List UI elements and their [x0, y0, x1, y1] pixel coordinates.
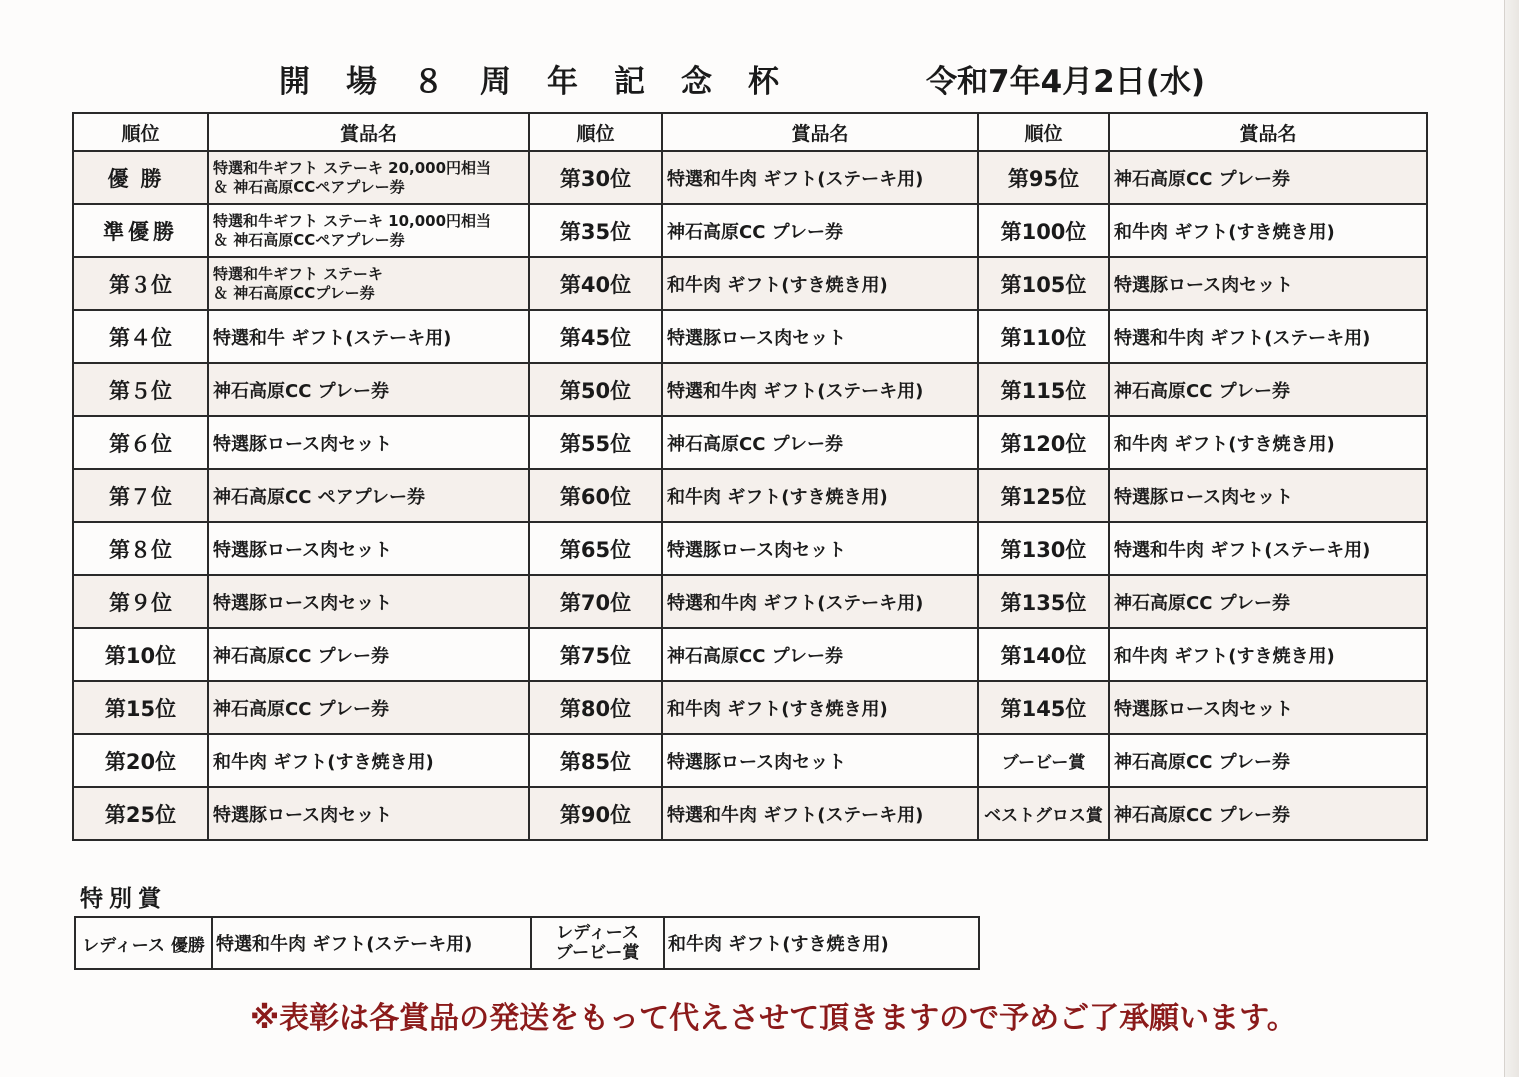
rank-cell: 第10位	[73, 628, 208, 681]
header-rank-1: 順位	[73, 113, 208, 151]
prize-cell: 神石高原CC プレー券	[1109, 363, 1427, 416]
prize-cell: 特選豚ロース肉セット	[208, 416, 529, 469]
prize-cell: 特選和牛肉 ギフト(ステーキ用)	[662, 363, 978, 416]
table-row	[73, 151, 1427, 204]
header-prize-3: 賞品名	[1109, 113, 1427, 151]
prize-cell: 特選豚ロース肉セット	[662, 310, 978, 363]
rank-cell: 第135位	[978, 575, 1109, 628]
paper-edge	[1504, 0, 1519, 1077]
prize-cell: 和牛肉 ギフト(すき焼き用)	[662, 469, 978, 522]
prize-cell: 特選和牛肉 ギフト(ステーキ用)	[662, 575, 978, 628]
rank-cell: 第45位	[529, 310, 662, 363]
rank-cell: 第80位	[529, 681, 662, 734]
prize-line: 特選和牛ギフト ステーキ 20,000円相当	[213, 158, 492, 177]
prize-cell	[208, 151, 529, 204]
prize-cell: 和牛肉 ギフト(すき焼き用)	[1109, 416, 1427, 469]
prize-cell: 神石高原CC プレー券	[662, 628, 978, 681]
prize-cell: 特選和牛肉 ギフト(ステーキ用)	[1109, 522, 1427, 575]
ladies-booby-label-line: ブービー賞	[555, 943, 640, 963]
rank-cell: 第４位	[73, 310, 208, 363]
rank-cell: 第40位	[529, 257, 662, 310]
rank-cell: 第115位	[978, 363, 1109, 416]
rank-cell: 第70位	[529, 575, 662, 628]
rank-cell: 第105位	[978, 257, 1109, 310]
rank-cell: 第50位	[529, 363, 662, 416]
prize-cell: 和牛肉 ギフト(すき焼き用)	[1109, 204, 1427, 257]
ladies-winner-prize: 特選和牛肉 ギフト(ステーキ用)	[212, 917, 531, 969]
prize-line: ＆ 神石高原CCペアプレー券	[213, 177, 405, 196]
table-row	[73, 787, 1427, 840]
rank-cell: 第25位	[73, 787, 208, 840]
prize-cell: 神石高原CC プレー券	[208, 363, 529, 416]
prize-cell: 神石高原CC プレー券	[662, 204, 978, 257]
table-row	[73, 522, 1427, 575]
table-row	[73, 469, 1427, 522]
rank-cell: 第55位	[529, 416, 662, 469]
prize-cell: 特選和牛肉 ギフト(ステーキ用)	[1109, 310, 1427, 363]
rank-cell: ブービー賞	[978, 734, 1109, 787]
prize-cell: 神石高原CC ペアプレー券	[208, 469, 529, 522]
rank-cell: 第85位	[529, 734, 662, 787]
rank-cell: 優勝	[73, 151, 208, 204]
prize-cell: 特選豚ロース肉セット	[1109, 681, 1427, 734]
prize-cell: 和牛肉 ギフト(すき焼き用)	[208, 734, 529, 787]
prize-cell	[208, 204, 529, 257]
prize-cell: 神石高原CC プレー券	[1109, 575, 1427, 628]
ladies-booby-prize: 和牛肉 ギフト(すき焼き用)	[664, 917, 979, 969]
table-row	[75, 917, 979, 969]
rank-cell: 第125位	[978, 469, 1109, 522]
prize-line: ＆ 神石高原CCプレー券	[213, 283, 375, 302]
rank-cell: 準優勝	[73, 204, 208, 257]
table-row	[73, 363, 1427, 416]
rank-cell: 第９位	[73, 575, 208, 628]
notice-text: ※表彰は各賞品の発送をもって代えさせて頂きますので予めご了承願います。	[250, 1001, 1297, 1036]
rank-cell: 第110位	[978, 310, 1109, 363]
prize-cell: 特選豚ロース肉セット	[1109, 257, 1427, 310]
rank-cell: 第90位	[529, 787, 662, 840]
page-title: 開場８周年記念杯	[279, 64, 815, 100]
prize-cell: 神石高原CC プレー券	[208, 681, 529, 734]
ladies-booby-label	[531, 917, 664, 969]
header-rank-2: 順位	[529, 113, 662, 151]
table-row	[73, 257, 1427, 310]
header-prize-2: 賞品名	[662, 113, 978, 151]
rank-cell: ベストグロス賞	[978, 787, 1109, 840]
rank-cell: 第75位	[529, 628, 662, 681]
table-row	[73, 628, 1427, 681]
prize-cell: 特選豚ロース肉セット	[208, 575, 529, 628]
table-row	[73, 310, 1427, 363]
prize-cell: 特選和牛肉 ギフト(ステーキ用)	[662, 787, 978, 840]
rank-cell: 第７位	[73, 469, 208, 522]
rank-cell: 第３位	[73, 257, 208, 310]
prize-cell	[208, 257, 529, 310]
table-row	[73, 416, 1427, 469]
table-row	[73, 734, 1427, 787]
rank-cell: 第145位	[978, 681, 1109, 734]
prize-line: 特選和牛ギフト ステーキ 10,000円相当	[213, 211, 492, 230]
prize-cell: 和牛肉 ギフト(すき焼き用)	[662, 681, 978, 734]
rank-cell: 第15位	[73, 681, 208, 734]
rank-cell: 第130位	[978, 522, 1109, 575]
table-row	[73, 204, 1427, 257]
header-prize-1: 賞品名	[208, 113, 529, 151]
rank-cell: 第95位	[978, 151, 1109, 204]
rank-cell: 第120位	[978, 416, 1109, 469]
header-rank-3: 順位	[978, 113, 1109, 151]
rank-cell: 第140位	[978, 628, 1109, 681]
prize-cell: 特選和牛 ギフト(ステーキ用)	[208, 310, 529, 363]
rank-cell: 第65位	[529, 522, 662, 575]
prize-cell: 特選豚ロース肉セット	[662, 734, 978, 787]
prize-cell: 特選豚ロース肉セット	[662, 522, 978, 575]
special-prize-title: 特別賞	[80, 886, 167, 912]
prize-line: 特選和牛ギフト ステーキ	[213, 264, 383, 283]
prize-cell: 特選豚ロース肉セット	[208, 522, 529, 575]
prize-table	[72, 112, 1428, 841]
page-header	[0, 56, 1519, 104]
rank-cell: 第30位	[529, 151, 662, 204]
rank-cell: 第20位	[73, 734, 208, 787]
prize-cell: 神石高原CC プレー券	[1109, 151, 1427, 204]
rank-cell: 第６位	[73, 416, 208, 469]
rank-cell: 第８位	[73, 522, 208, 575]
event-date: 令和7年4月2日(水)	[926, 64, 1206, 100]
prize-cell: 特選豚ロース肉セット	[208, 787, 529, 840]
ladies-booby-label-line: レディース	[556, 923, 639, 943]
ladies-winner-label: レディース 優勝	[75, 917, 212, 969]
prize-cell: 神石高原CC プレー券	[662, 416, 978, 469]
table-header-row	[73, 113, 1427, 151]
rank-cell: 第５位	[73, 363, 208, 416]
rank-cell: 第60位	[529, 469, 662, 522]
prize-cell: 和牛肉 ギフト(すき焼き用)	[662, 257, 978, 310]
prize-cell: 神石高原CC プレー券	[208, 628, 529, 681]
prize-cell: 神石高原CC プレー券	[1109, 787, 1427, 840]
prize-cell: 特選和牛肉 ギフト(ステーキ用)	[662, 151, 978, 204]
prize-cell: 神石高原CC プレー券	[1109, 734, 1427, 787]
special-prize-table	[74, 916, 980, 970]
rank-cell: 第35位	[529, 204, 662, 257]
table-row	[73, 681, 1427, 734]
rank-cell: 第100位	[978, 204, 1109, 257]
table-row	[73, 575, 1427, 628]
prize-cell: 和牛肉 ギフト(すき焼き用)	[1109, 628, 1427, 681]
prize-line: ＆ 神石高原CCペアプレー券	[213, 230, 405, 249]
prize-cell: 特選豚ロース肉セット	[1109, 469, 1427, 522]
